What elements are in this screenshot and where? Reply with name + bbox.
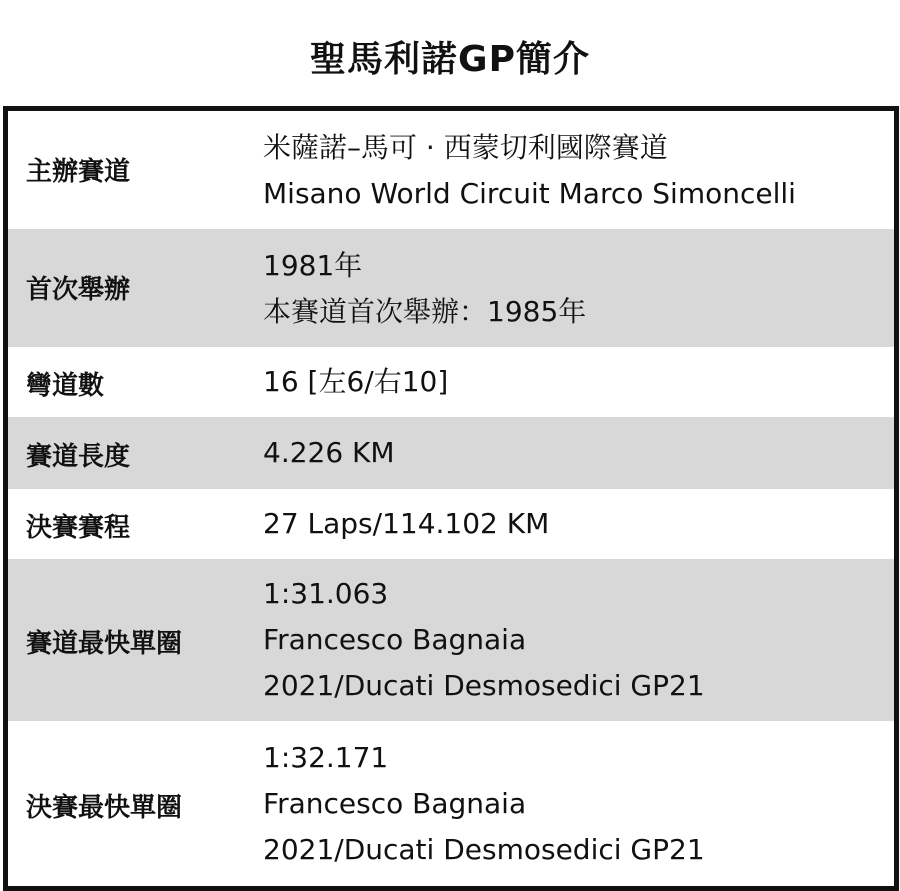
table-row-track-fastest-lap [8, 559, 894, 721]
table-row-corners [8, 347, 894, 417]
table-row-race-fastest-lap [8, 721, 894, 886]
value-line: 4.226 KM [263, 436, 395, 469]
row-label: 決賽賽程 [26, 513, 131, 543]
page-title: 聖馬利諾GP簡介 [310, 39, 590, 80]
row-label: 首次舉辦 [26, 275, 131, 305]
row-value [263, 430, 884, 476]
row-label: 賽道長度 [26, 442, 131, 472]
table-row-track-length [8, 417, 894, 489]
row-label: 彎道數 [26, 371, 105, 401]
row-value [263, 571, 884, 709]
row-value [263, 501, 884, 547]
value-line: 27 Laps/114.102 KM [263, 507, 550, 540]
table-row-race-distance [8, 489, 894, 559]
value-line: 1:31.063 [263, 577, 389, 610]
value-line: Francesco Bagnaia [263, 787, 527, 820]
value-line: 米薩諾–馬可 · 西蒙切利國際賽道 [263, 131, 668, 164]
value-line: 本賽道首次舉辦：1985年 [263, 295, 587, 328]
value-line: 2021/Ducati Desmosedici GP21 [263, 669, 705, 702]
value-line: 1981年 [263, 249, 363, 282]
row-value [263, 243, 884, 335]
row-value [263, 125, 884, 217]
table-row-host-circuit [8, 111, 894, 229]
row-label: 賽道最快單圈 [26, 629, 183, 659]
value-line: 16 [左6/右10] [263, 365, 449, 398]
row-value [263, 735, 884, 873]
info-table [3, 106, 899, 891]
value-line: 1:32.171 [263, 741, 389, 774]
table-row-first-held [8, 229, 894, 347]
row-label: 主辦賽道 [26, 157, 131, 187]
value-line: 2021/Ducati Desmosedici GP21 [263, 833, 705, 866]
value-line: Misano World Circuit Marco Simoncelli [263, 177, 796, 210]
value-line: Francesco Bagnaia [263, 623, 527, 656]
row-value [263, 359, 884, 405]
row-label: 決賽最快單圈 [26, 793, 183, 823]
